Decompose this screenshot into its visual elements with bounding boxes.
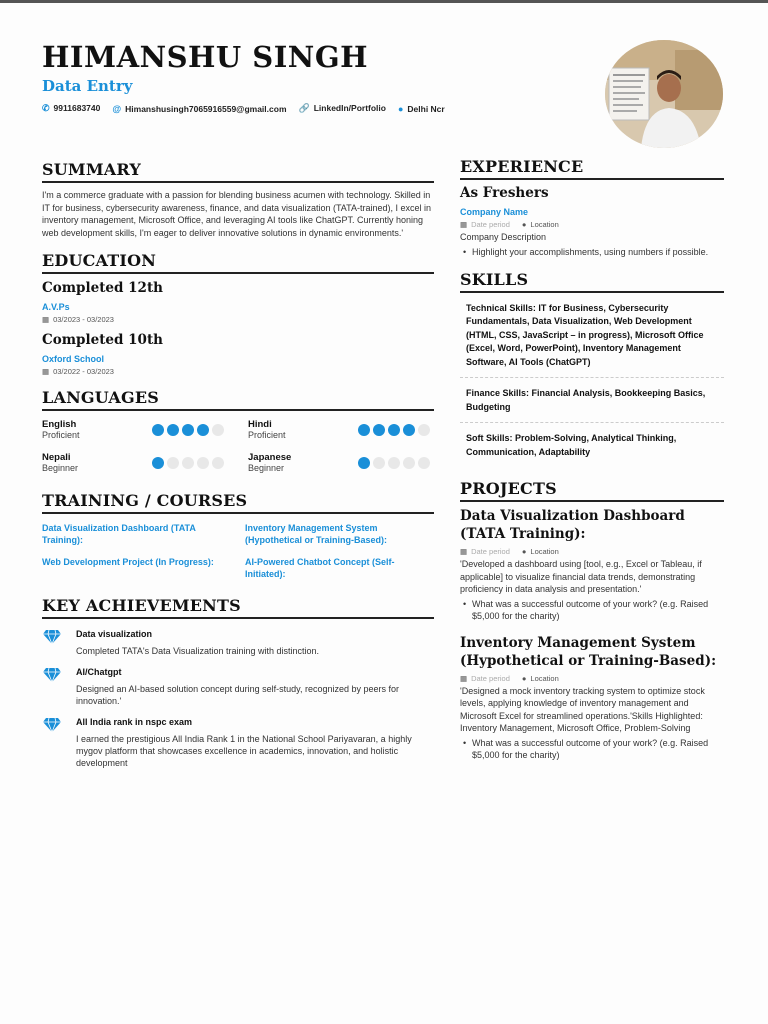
achievement-title: All India rank in nspc exam	[76, 717, 193, 727]
project-location: Location	[530, 547, 559, 556]
education-item	[42, 280, 434, 324]
education-heading: EDUCATION	[42, 251, 434, 274]
location-pin-icon: ●	[521, 673, 527, 683]
summary-text: I'm a commerce graduate with a passion for blending business acumen with technology. Skilled in IT for business, cybersecurity awareness, finance, and data visualization (TATA-trained), I excel in inventory management, Microsoft Office, and leveraging AI tools like ChatGPT. Currently honing web development skills, I'm eager to deliver innovative solutions in dynamic environments.'	[42, 190, 432, 238]
rating-dot	[388, 424, 400, 436]
rating-dot	[403, 424, 415, 436]
rating-dot	[358, 457, 370, 469]
project-location: Location	[530, 673, 559, 683]
language-item	[42, 452, 228, 473]
rating-dot	[197, 424, 209, 436]
training-item: Data Visualization Dashboard (TATA Training):	[42, 523, 196, 545]
languages-grid	[42, 419, 434, 473]
project-date: Date period	[471, 673, 510, 683]
phone-icon: ✆	[42, 103, 50, 113]
link-text: LinkedIn/Portfolio	[313, 103, 386, 113]
language-name: Nepali	[42, 452, 71, 463]
education-school: A.V.Ps	[42, 302, 70, 312]
candidate-name: HIMANSHU SINGH	[42, 40, 368, 74]
rating-dot	[373, 424, 385, 436]
skills-heading: SKILLS	[460, 270, 724, 293]
education-item	[42, 332, 434, 376]
project-date: Date period	[471, 547, 510, 556]
language-name: English	[42, 419, 77, 430]
project-title: Inventory Management System (Hypothetical or Training-Based):	[460, 634, 717, 669]
rating-dot	[373, 457, 385, 469]
achievement-desc: I earned the prestigious All India Rank 1 in the National School Pariyavaran, a highly mygov platform that showcases excellence in academics, innovation, and holistic development	[76, 734, 412, 768]
achievement-item	[42, 717, 434, 769]
achievements-heading: KEY ACHIEVEMENTS	[42, 596, 434, 619]
calendar-icon: ▦	[460, 673, 468, 683]
language-item	[248, 419, 434, 440]
rating-dot	[418, 424, 430, 436]
diamond-icon	[42, 717, 64, 769]
diamond-icon	[42, 629, 64, 657]
education-dates: 03/2022 - 03/2023	[53, 367, 114, 376]
candidate-title: Data Entry	[42, 77, 133, 95]
rating-dot	[182, 457, 194, 469]
summary-heading: SUMMARY	[42, 160, 434, 183]
experience-heading: EXPERIENCE	[460, 157, 724, 180]
location-pin-icon: ●	[521, 547, 527, 556]
experience-bullet: • Highlight your accomplishments, using numbers if possible.	[460, 246, 724, 258]
phone-text: 9911683740	[53, 103, 101, 113]
right-column	[460, 157, 724, 761]
education-school: Oxford School	[42, 354, 105, 364]
projects-heading: PROJECTS	[460, 479, 724, 502]
training-grid	[42, 522, 434, 580]
profile-photo-graphic	[605, 40, 723, 148]
languages-heading: LANGUAGES	[42, 388, 434, 411]
language-level: Beginner	[42, 463, 79, 473]
rating-dot	[152, 424, 164, 436]
project-desc: 'Developed a dashboard using [tool, e.g., Excel or Tableau, if applicable] to visualize financial data trends, demonstrating proficiency in data analysis and presentation.'	[460, 559, 702, 594]
language-rating	[358, 424, 430, 436]
skill-group: Finance Skills: Financial Analysis, Bookkeeping Basics, Budgeting	[460, 378, 724, 423]
location-text: Delhi Ncr	[407, 103, 445, 114]
project-bullet: • What was a successful outcome of your work? (e.g. Raised $5,000 for the charity)	[460, 598, 724, 622]
training-item: AI-Powered Chatbot Concept (Self-Initiated):	[245, 557, 395, 579]
top-border	[0, 0, 768, 3]
rating-dot	[182, 424, 194, 436]
experience-location: Location	[530, 220, 559, 229]
rating-dot	[167, 424, 179, 436]
rating-dot	[212, 457, 224, 469]
rating-dot	[418, 457, 430, 469]
header	[42, 40, 602, 114]
email-contact[interactable]	[112, 104, 286, 114]
rating-dot	[212, 424, 224, 436]
calendar-icon: ▦	[460, 547, 468, 556]
diamond-icon	[42, 667, 64, 707]
skill-group: Soft Skills: Problem-Solving, Analytical Thinking, Communication, Adaptability	[466, 433, 677, 457]
language-rating	[152, 424, 224, 436]
at-icon: @	[112, 103, 122, 114]
achievement-item	[42, 629, 434, 657]
project-item	[460, 634, 724, 761]
language-item	[248, 452, 434, 473]
calendar-icon: ▦	[42, 315, 50, 324]
contact-row	[42, 103, 602, 114]
achievement-desc: Completed TATA's Data Visualization training with distinction.	[76, 646, 319, 656]
rating-dot	[167, 457, 179, 469]
education-title: Completed 10th	[42, 332, 163, 348]
training-heading: TRAINING / COURSES	[42, 491, 434, 514]
language-name: Hindi	[248, 419, 272, 430]
experience-company: Company Name	[460, 207, 529, 217]
location-pin-icon: ●	[397, 103, 404, 114]
achievement-title: Data visualization	[76, 629, 153, 639]
phone-contact[interactable]	[42, 103, 100, 114]
rating-dot	[152, 457, 164, 469]
calendar-icon: ▦	[42, 367, 50, 376]
training-item: Web Development Project (In Progress):	[42, 557, 214, 567]
language-item	[42, 419, 228, 440]
project-item	[460, 507, 724, 622]
left-column	[42, 160, 434, 769]
language-rating	[358, 457, 430, 469]
email-text: Himanshusingh7065916559@gmail.com	[125, 103, 287, 114]
rating-dot	[358, 424, 370, 436]
language-level: Proficient	[248, 430, 286, 440]
calendar-icon: ▦	[460, 220, 468, 229]
location-pin-icon: ●	[521, 220, 527, 229]
location-contact	[398, 104, 445, 114]
language-name: Japanese	[248, 452, 292, 463]
language-level: Proficient	[42, 430, 80, 440]
education-dates: 03/2023 - 03/2023	[53, 315, 114, 324]
profile-photo	[605, 40, 723, 148]
experience-role: As Freshers	[460, 185, 549, 201]
achievement-desc: Designed an AI-based solution concept during self-study, recognized by peers for innovation.'	[76, 684, 400, 706]
language-level: Beginner	[248, 463, 285, 473]
language-rating	[152, 457, 224, 469]
project-title: Data Visualization Dashboard (TATA Training):	[460, 508, 685, 542]
project-desc: 'Designed a mock inventory tracking system to optimize stock levels, applying knowledge of inventory management and Microsoft Excel for streamlined operations.'Skills Highlighted: Inventory Management, Microsoft Office, Problem-Solving	[460, 685, 705, 733]
rating-dot	[388, 457, 400, 469]
link-icon: 🔗	[298, 103, 310, 113]
experience-date: Date period	[471, 220, 510, 229]
training-item: Inventory Management System (Hypothetical or Training-Based):	[245, 523, 388, 545]
education-title: Completed 12th	[42, 280, 163, 296]
achievement-title: AI/Chatgpt	[76, 667, 122, 677]
rating-dot	[403, 457, 415, 469]
rating-dot	[197, 457, 209, 469]
achievement-item	[42, 667, 434, 707]
experience-company-desc: Company Description	[460, 232, 547, 242]
skill-group: Technical Skills: IT for Business, Cybersecurity Fundamentals, Data Visualization, Web Development (HTML, CSS, JavaScript – in progress), Microsoft Office (Excel, Word, PowerPoint), Inventory Management Software, AI Tools (ChatGPT)	[460, 293, 724, 379]
link-contact[interactable]	[299, 103, 386, 114]
project-bullet: • What was a successful outcome of your work? (e.g. Raised $5,000 for the charity)	[460, 737, 724, 761]
